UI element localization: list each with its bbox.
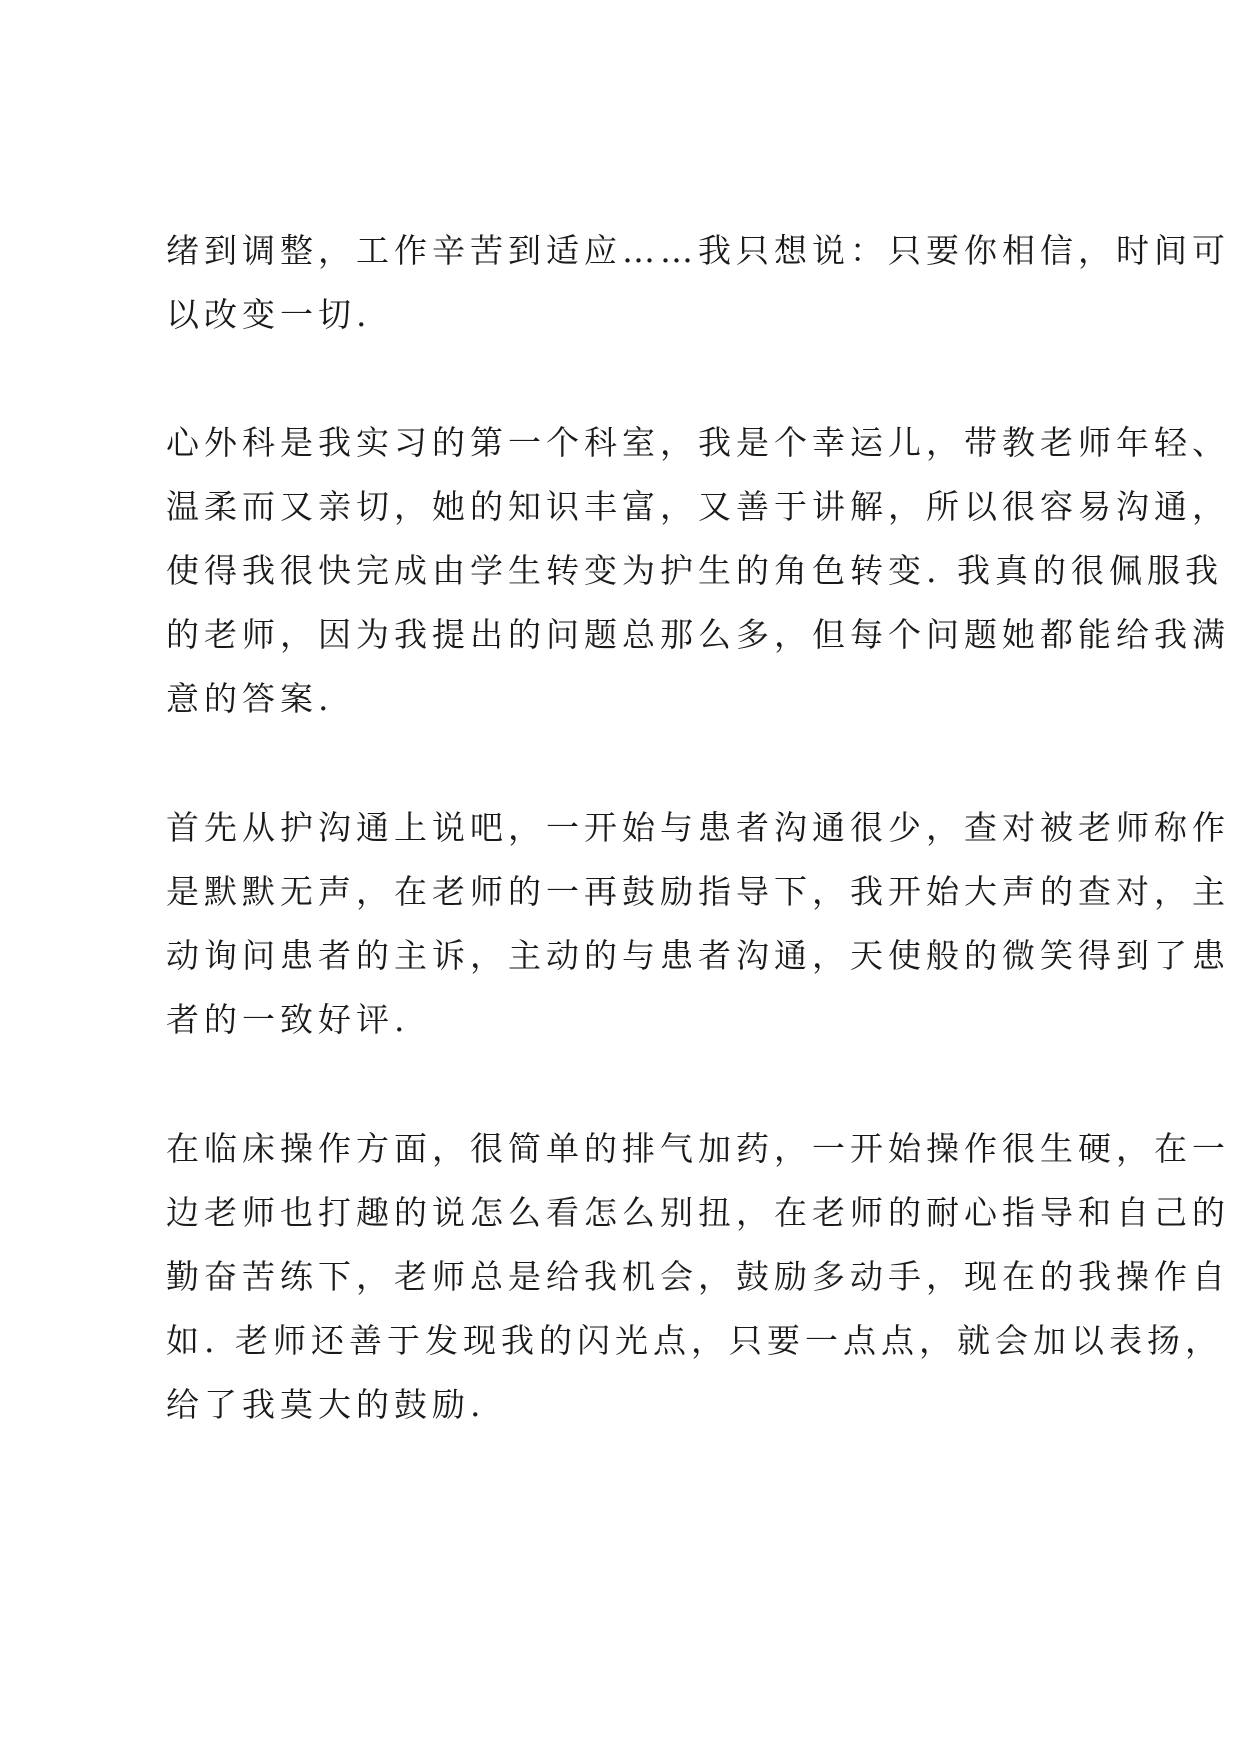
paragraph-line: 意的答案.	[166, 679, 334, 718]
paragraph-line: 温柔而又亲切，她的知识丰富，又善于讲解，所以很容易沟通，	[166, 487, 1230, 526]
paragraph-line: 心外科是我实习的第一个科室，我是个幸运儿，带教老师年轻、	[166, 423, 1230, 462]
paragraph-line: 的老师，因为我提出的问题总那么多，但每个问题她都能给我满	[166, 615, 1230, 654]
paragraph-line: 边老师也打趣的说怎么看怎么别扭，在老师的耐心指导和自己的	[166, 1193, 1230, 1232]
paragraph-line: 动询问患者的主诉，主动的与患者沟通，天使般的微笑得到了患	[166, 936, 1230, 975]
paragraph-3	[166, 796, 1230, 1052]
paragraph-line: 在临床操作方面，很简单的排气加药，一开始操作很生硬，在一	[166, 1129, 1230, 1168]
paragraph-1	[166, 219, 1230, 347]
paragraph-line: 勤奋苦练下，老师总是给我机会，鼓励多动手，现在的我操作自	[166, 1257, 1230, 1296]
paragraph-line: 以改变一切.	[166, 295, 372, 334]
paragraph-line: 者的一致好评.	[166, 1000, 410, 1039]
paragraph-line: 首先从护沟通上说吧，一开始与患者沟通很少，查对被老师称作	[166, 808, 1230, 847]
paragraph-line: 使得我很快完成由学生转变为护生的角色转变. 我真的很佩服我	[166, 551, 1223, 590]
paragraph-line: 给了我莫大的鼓励.	[166, 1385, 486, 1424]
paragraph-4	[166, 1117, 1230, 1437]
paragraph-line: 如. 老师还善于发现我的闪光点，只要一点点，就会加以表扬，	[166, 1321, 1223, 1360]
paragraph-line: 是默默无声，在老师的一再鼓励指导下，我开始大声的查对，主	[166, 872, 1230, 911]
paragraph-2	[166, 411, 1230, 731]
paragraph-line: 绪到调整，工作辛苦到适应……我只想说：只要你相信，时间可	[166, 231, 1230, 270]
